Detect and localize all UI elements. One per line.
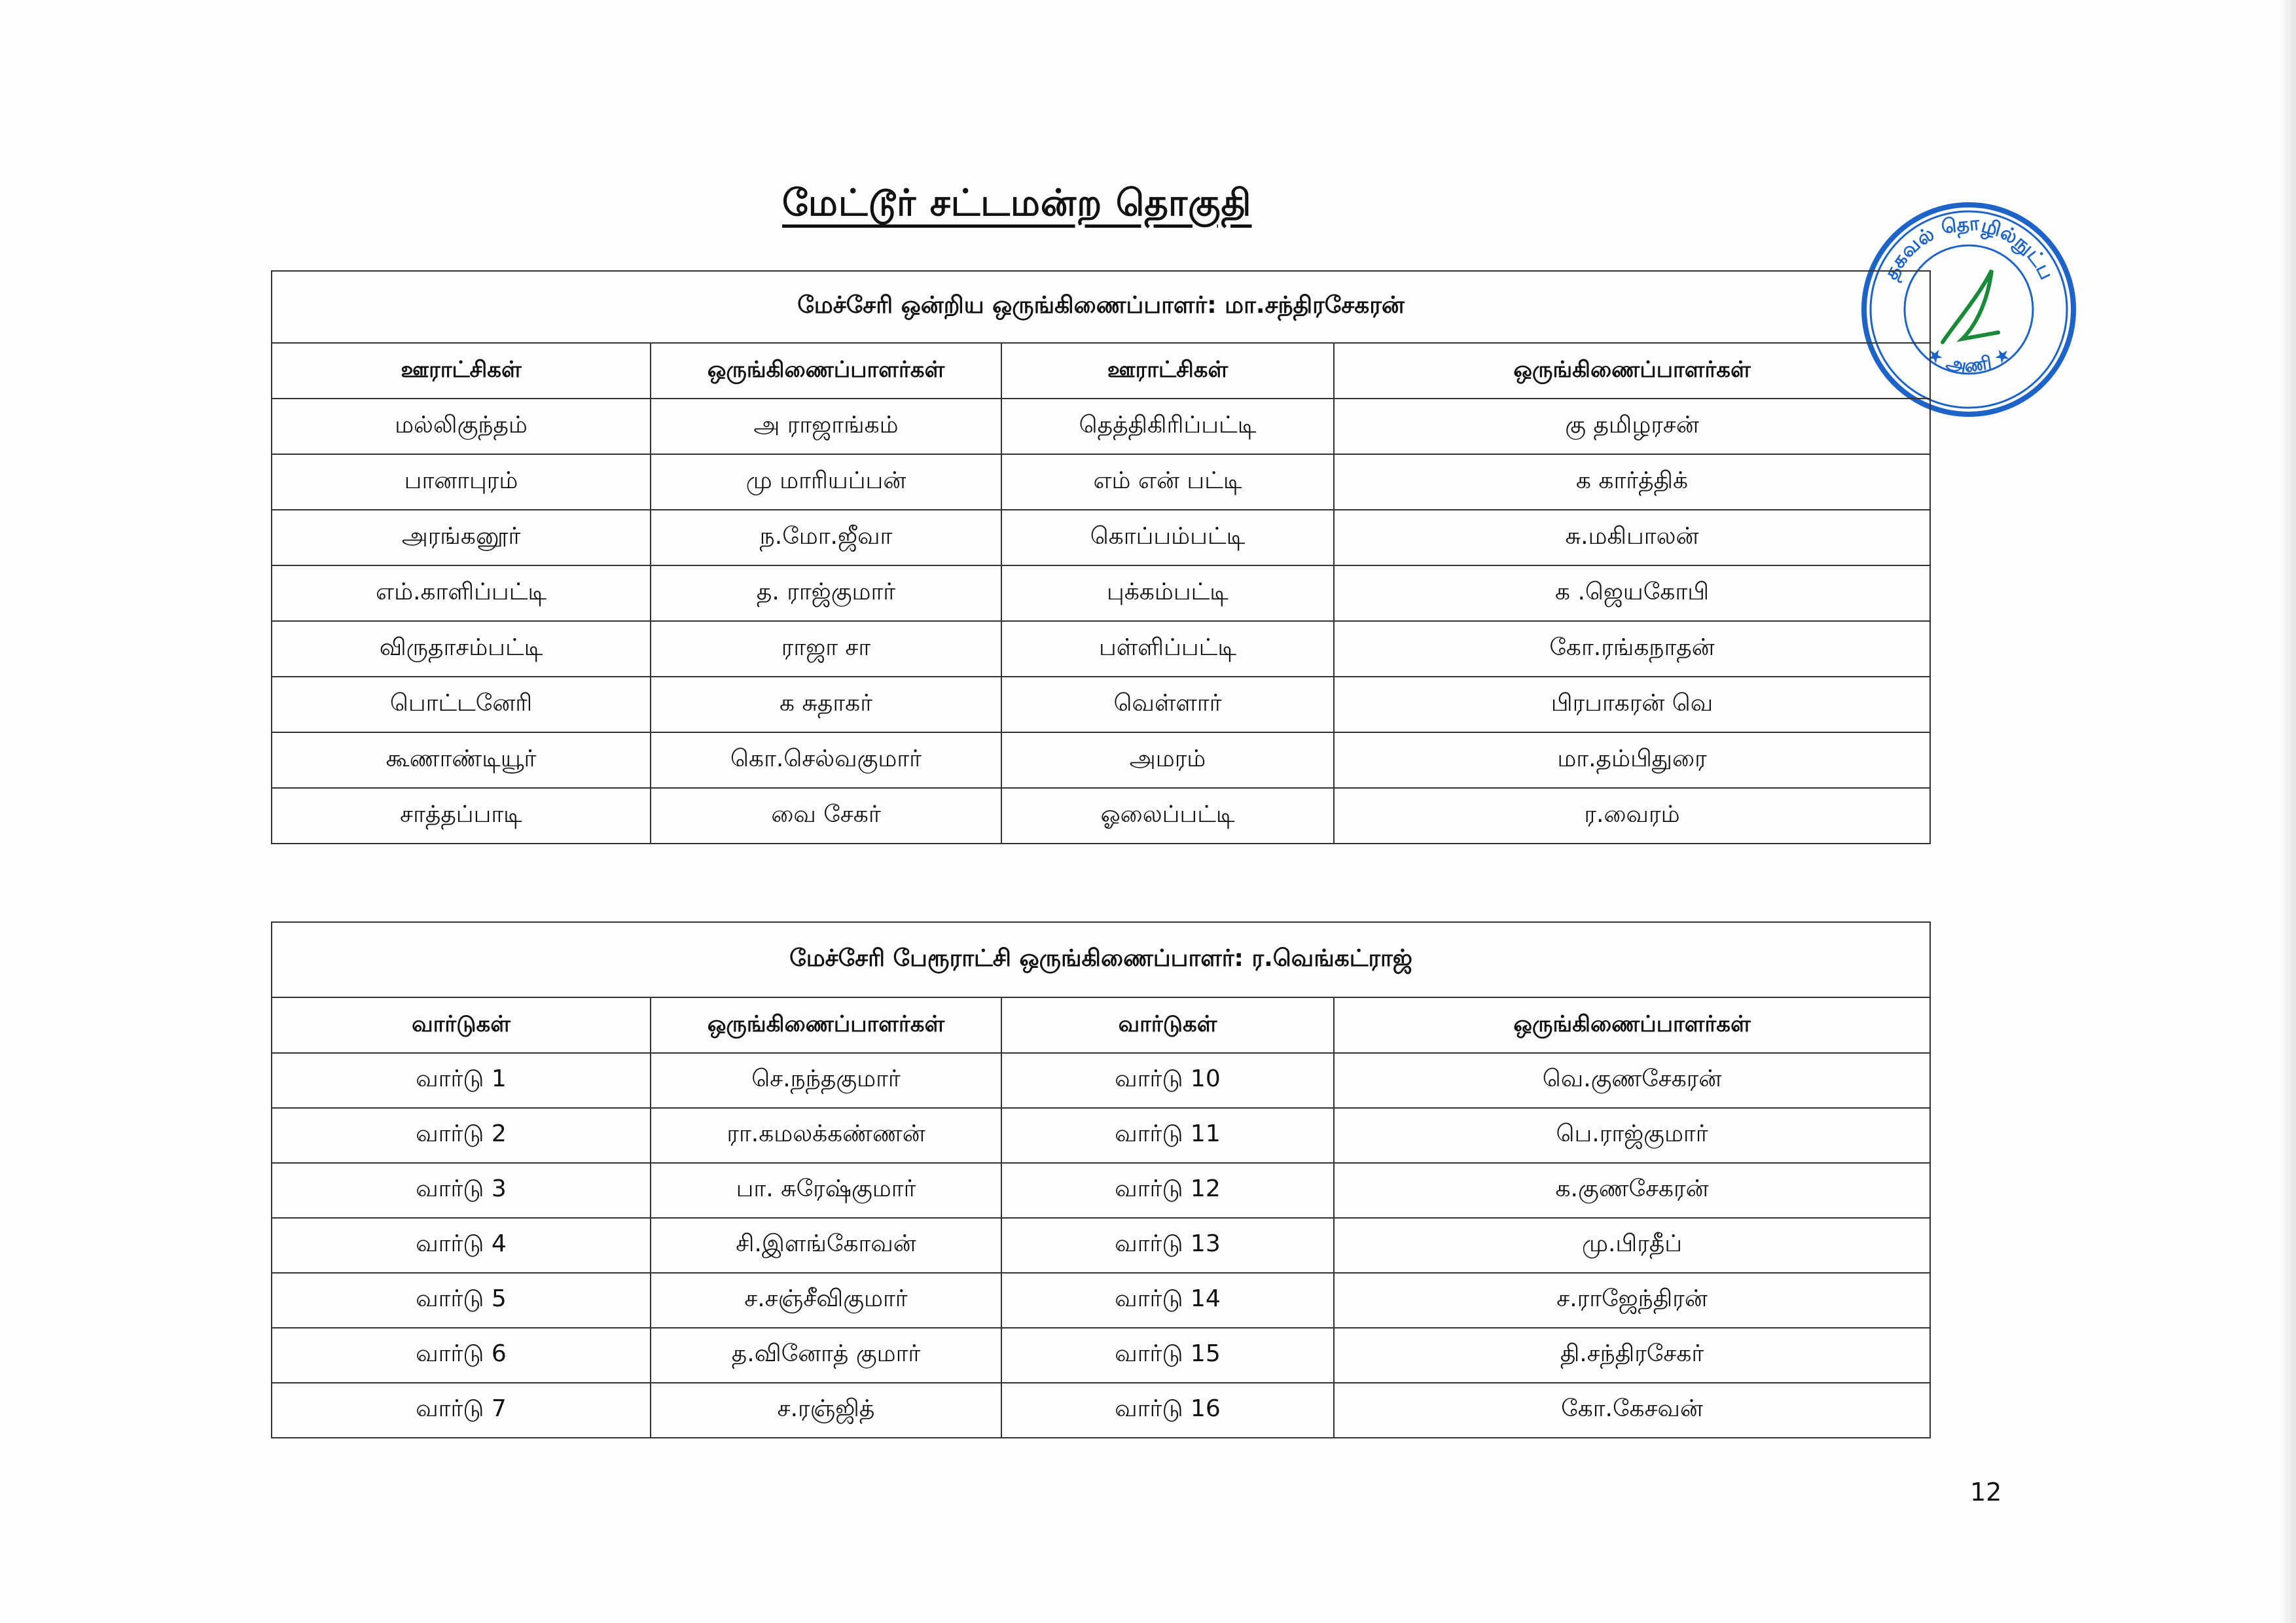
table-row	[272, 1108, 1930, 1163]
table-cell: வார்டு 7	[272, 1383, 651, 1438]
svg-text:தகவல் தொழில்நுட்ப: தகவல் தொழில்நுட்ப	[1879, 211, 2058, 283]
table-cell: கொப்பம்பட்டி	[1001, 510, 1334, 565]
table-cell: வார்டு 13	[1001, 1218, 1334, 1273]
table-cell: தெத்திகிரிப்பட்டி	[1001, 399, 1334, 454]
column-header: ஒருங்கிணைப்பாளர்கள்	[651, 997, 1001, 1053]
table-cell: சாத்தப்பாடி	[272, 788, 651, 844]
table-cell: கோ.ரங்கநாதன்	[1334, 621, 1930, 677]
table-cell: க கார்த்திக்	[1334, 454, 1930, 510]
column-header: ஒருங்கிணைப்பாளர்கள்	[1334, 997, 1930, 1053]
table-cell: மல்லிகுந்தம்	[272, 399, 651, 454]
column-header: ஊராட்சிகள்	[272, 343, 651, 399]
table-row	[272, 732, 1930, 788]
table-row	[272, 454, 1930, 510]
table-cell: வார்டு 5	[272, 1273, 651, 1328]
column-header: வார்டுகள்	[272, 997, 651, 1053]
table-cell: எம்.காளிப்பட்டி	[272, 565, 651, 621]
table-cell: தி.சந்திரசேகர்	[1334, 1328, 1930, 1383]
table-cell: ரா.கமலக்கண்ணன்	[651, 1108, 1001, 1163]
table-cell: ஓலைப்பட்டி	[1001, 788, 1334, 844]
table-row	[272, 677, 1930, 732]
table-cell: சு.மகிபாலன்	[1334, 510, 1930, 565]
table-cell: மு.பிரதீப்	[1334, 1218, 1930, 1273]
table-cell: பா. சுரேஷ்குமார்	[651, 1163, 1001, 1218]
table-row	[272, 1273, 1930, 1328]
table-cell: மா.தம்பிதுரை	[1334, 732, 1930, 788]
table-row	[272, 1053, 1930, 1108]
table-cell: வார்டு 6	[272, 1328, 651, 1383]
table-cell: கூணாண்டியூர்	[272, 732, 651, 788]
column-header: வார்டுகள்	[1001, 997, 1334, 1053]
table-cell: அரங்கனூர்	[272, 510, 651, 565]
page-title: மேட்டூர் சட்டமன்ற தொகுதி	[782, 182, 1252, 224]
column-header: ஒருங்கிணைப்பாளர்கள்	[651, 343, 1001, 399]
table-row	[272, 1383, 1930, 1438]
table-cell: த.வினோத் குமார்	[651, 1328, 1001, 1383]
table-cell: வார்டு 10	[1001, 1053, 1334, 1108]
table-cell: பொட்டனேரி	[272, 677, 651, 732]
table-cell: த. ராஜ்குமார்	[651, 565, 1001, 621]
table-cell: வெள்ளார்	[1001, 677, 1334, 732]
table-cell: ச.ரஞ்ஜித்	[651, 1383, 1001, 1438]
table-cell: வை சேகர்	[651, 788, 1001, 844]
union-coordinators-table	[271, 270, 1931, 844]
table-cell: க சுதாகர்	[651, 677, 1001, 732]
table-cell: ச.ராஜேந்திரன்	[1334, 1273, 1930, 1328]
table-row	[272, 399, 1930, 454]
table-cell: விருதாசம்பட்டி	[272, 621, 651, 677]
table-row	[272, 1163, 1930, 1218]
table-row	[272, 565, 1930, 621]
table-cell: எம் என் பட்டி	[1001, 454, 1334, 510]
scan-edge-shadow	[2279, 0, 2296, 1623]
page-number: 12	[1970, 1478, 2002, 1507]
table-caption: மேச்சேரி பேரூராட்சி ஒருங்கிணைப்பாளர்: ர.வெங்கட்ராஜ்	[272, 922, 1930, 997]
table-cell: புக்கம்பட்டி	[1001, 565, 1334, 621]
table-cell: வெ.குணசேகரன்	[1334, 1053, 1930, 1108]
table-cell: செ.நந்தகுமார்	[651, 1053, 1001, 1108]
table-cell: வார்டு 11	[1001, 1108, 1334, 1163]
svg-text:★ அணி ★: ★ அணி ★	[1922, 342, 2015, 377]
table-cell: ர.வைரம்	[1334, 788, 1930, 844]
table-row	[272, 510, 1930, 565]
town-panchayat-coordinators-table	[271, 921, 1931, 1438]
table-cell: வார்டு 12	[1001, 1163, 1334, 1218]
table-cell: பள்ளிப்பட்டி	[1001, 621, 1334, 677]
table-cell: ராஜா சா	[651, 621, 1001, 677]
table-cell: பெ.ராஜ்குமார்	[1334, 1108, 1930, 1163]
table-cell: க .ஜெயகோபி	[1334, 565, 1930, 621]
table-cell: கு தமிழரசன்	[1334, 399, 1930, 454]
table-row	[272, 1328, 1930, 1383]
table-cell: ச.சஞ்சீவிகுமார்	[651, 1273, 1001, 1328]
table-cell: க.குணசேகரன்	[1334, 1163, 1930, 1218]
column-header: ஒருங்கிணைப்பாளர்கள்	[1334, 343, 1930, 399]
table-cell: வார்டு 15	[1001, 1328, 1334, 1383]
table-cell: அமரம்	[1001, 732, 1334, 788]
table-row	[272, 1218, 1930, 1273]
column-header: ஊராட்சிகள்	[1001, 343, 1334, 399]
table-cell: அ ராஜாங்கம்	[651, 399, 1001, 454]
table-row	[272, 788, 1930, 844]
table-caption: மேச்சேரி ஒன்றிய ஒருங்கிணைப்பாளர்: மா.சந்திரசேகரன்	[272, 271, 1930, 343]
table-cell: கோ.கேசவன்	[1334, 1383, 1930, 1438]
table-cell: பிரபாகரன் வெ	[1334, 677, 1930, 732]
table-cell: ந.மோ.ஜீவா	[651, 510, 1001, 565]
table-cell: வார்டு 2	[272, 1108, 651, 1163]
table-cell: வார்டு 1	[272, 1053, 651, 1108]
table-cell: வார்டு 16	[1001, 1383, 1334, 1438]
table-cell: சி.இளங்கோவன்	[651, 1218, 1001, 1273]
table-cell: மு மாரியப்பன்	[651, 454, 1001, 510]
table-cell: கொ.செல்வகுமார்	[651, 732, 1001, 788]
table-cell: வார்டு 3	[272, 1163, 651, 1218]
table-cell: வார்டு 4	[272, 1218, 651, 1273]
table-cell: வார்டு 14	[1001, 1273, 1334, 1328]
table-cell: பானாபுரம்	[272, 454, 651, 510]
table-row	[272, 621, 1930, 677]
